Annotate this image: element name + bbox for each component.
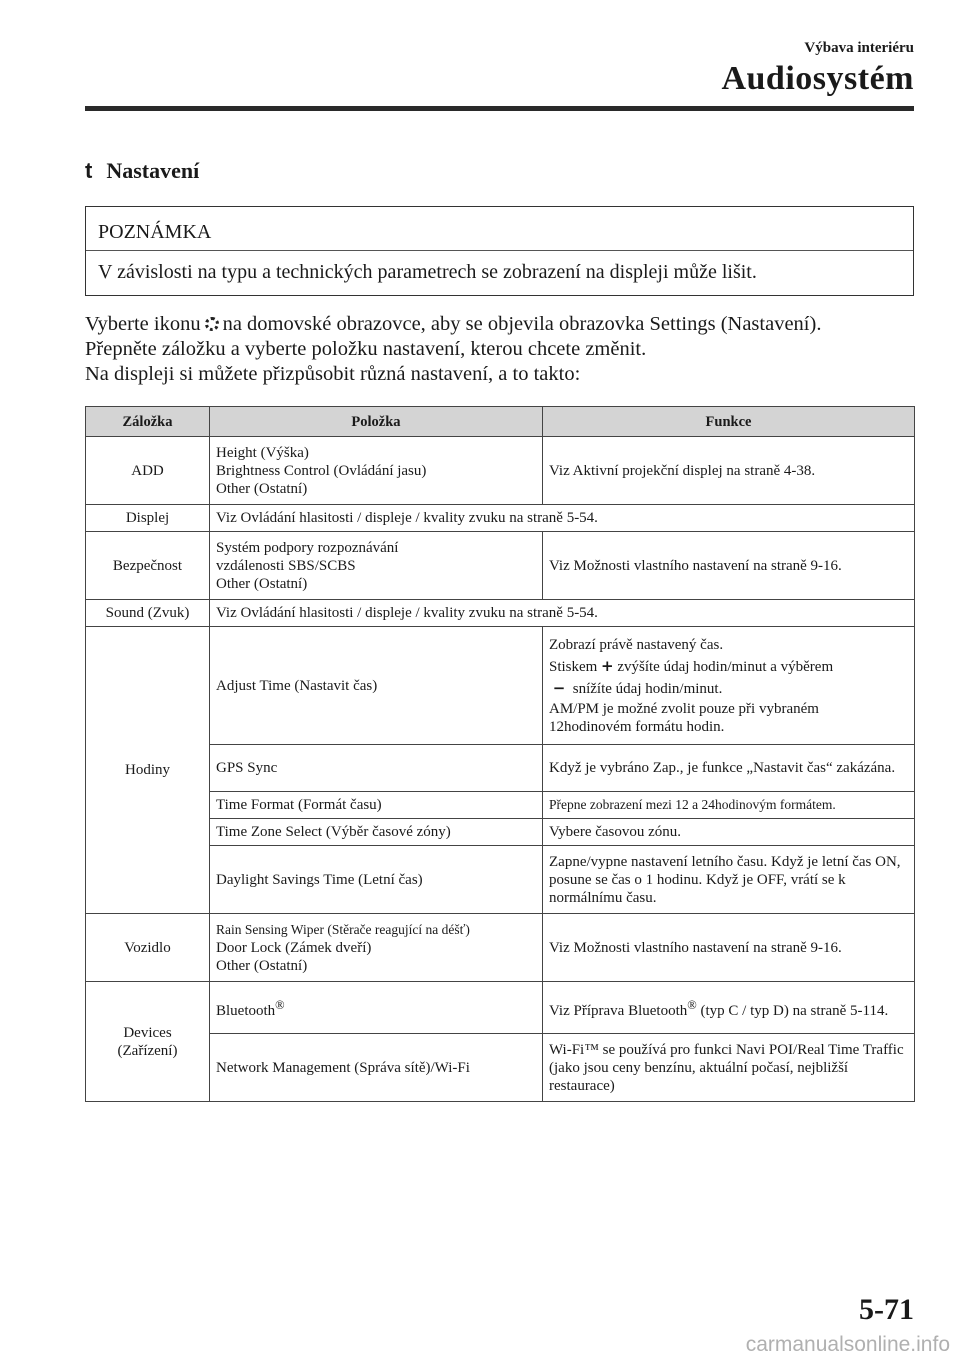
func-line: Zobrazí právě nastavený čas. [549,637,724,653]
intro-line1b: na domovské obrazovce, aby se objevila obrazovka Settings (Nastavení). [222,313,822,335]
func-line [549,678,908,700]
item-text: Bluetooth [216,1002,276,1019]
registered-mark: ® [275,997,285,1012]
table-row-clock-zone [86,819,915,846]
chapter-subtitle: Výbava interiéru [804,40,914,56]
tab-line: (Zařízení) [117,1042,178,1059]
func-line: 12hodinovém formátu hodin. [549,719,725,735]
tab-cell: Vozidlo [86,914,210,982]
function-cell: Viz Možnosti vlastního nastavení na straně 9-16. [543,914,915,982]
item-cell [210,437,543,505]
func-text: zvýšíte údaj hodin/minut a výběrem [617,659,834,675]
func-line [549,656,908,678]
header-rule [85,106,914,111]
item-cell: GPS Sync [210,745,543,792]
item-cell: Daylight Savings Time (Letní čas) [210,846,543,914]
func-text: (typ C / typ D) na straně 5-114. [696,1002,889,1019]
function-cell: Když je vybráno Zap., je funkce „Nastavit čas“ zakázána. [543,745,915,792]
function-cell: Wi-Fi™ se používá pro funkci Navi POI/Real Time Traffic (jako jsou ceny benzínu, aktuální počasí, nejbližší restaurace) [543,1034,915,1102]
col-header-tab: Záložka [86,407,210,437]
table-row-clock-adjust [86,627,915,745]
function-cell: Vybere časovou zónu. [543,819,915,846]
func-line: AM/PM je možné zvolit pouze při vybraném [549,701,819,717]
function-cell: Viz Možnosti vlastního nastavení na straně 9-16. [543,532,915,600]
function-cell: Přepne zobrazení mezi 12 a 24hodinovým formátem. [543,792,915,819]
note-divider [86,250,913,251]
item-cell [210,982,543,1034]
item-cell: Adjust Time (Nastavit čas) [210,627,543,745]
item-cell: Time Zone Select (Výběr časové zóny) [210,819,543,846]
note-body: V závislosti na typu a technických parametrech se zobrazení na displeji může lišit. [98,261,757,283]
item-line: vzdálenosti SBS/SCBS [216,557,356,574]
table-row-vehicle [86,914,915,982]
tab-cell [86,982,210,1102]
function-cell: Viz Aktivní projekční displej na straně 4-38. [543,437,915,505]
table-header-row [86,407,915,437]
func-text: Viz Příprava Bluetooth [549,1002,688,1019]
item-line: Systém podpory rozpoznávání [216,539,399,556]
section-title: Nastavení [106,158,200,183]
intro-line3: Na displeji si můžete přizpůsobit různá nastavení, a to takto: [85,363,581,385]
registered-mark: ® [687,997,697,1012]
chapter-title: Audiosystém [721,60,914,97]
table-row-devices-bt [86,982,915,1034]
watermark: carmanualsonline.info [745,1333,950,1356]
item-line: Other (Ostatní) [216,480,308,497]
function-cell [543,982,915,1034]
table-row-devices-net [86,1034,915,1102]
table-row-safety [86,532,915,600]
item-line: Door Lock (Zámek dveří) [216,939,372,956]
tab-cell: Bezpečnost [86,532,210,600]
func-text: Stiskem [549,659,598,675]
table-row-clock-format [86,792,915,819]
function-cell: Viz Ovládání hlasitosti / displeje / kvality zvuku na straně 5-54. [210,505,915,532]
table-row-sound [86,600,915,627]
item-line: Rain Sensing Wiper (Stěrače reagující na déšť) [216,921,470,937]
note-box [85,206,914,296]
table-row-display [86,505,915,532]
func-text: snížíte údaj hodin/minut. [572,681,723,697]
item-line: Brightness Control (Ovládání jasu) [216,462,427,479]
item-cell [210,532,543,600]
function-cell [543,627,915,745]
item-line: Other (Ostatní) [216,957,308,974]
item-cell: Network Management (Správa sítě)/Wi-Fi [210,1034,543,1102]
intro-line2: Přepněte záložku a vyberte položku nastavení, kterou chcete změnit. [85,338,647,360]
col-header-item: Položka [210,407,543,437]
tab-cell: Displej [86,505,210,532]
settings-gear-icon [205,317,219,331]
function-cell: Viz Ovládání hlasitosti / displeje / kvality zvuku na straně 5-54. [210,600,915,627]
item-cell: Time Format (Formát času) [210,792,543,819]
plus-icon: + [601,657,614,675]
section-bullet: t [85,158,93,183]
tab-cell: Hodiny [86,627,210,914]
minus-icon: − [552,679,566,697]
table-row-add [86,437,915,505]
item-line: Other (Ostatní) [216,575,308,592]
page-number: 5-71 [859,1293,914,1326]
item-cell [210,914,543,982]
table-row-clock-gps [86,745,915,792]
note-title: POZNÁMKA [98,221,212,243]
intro-line1a: Vyberte ikonu [85,313,201,335]
function-cell: Zapne/vypne nastavení letního času. Když je letní čas ON, posune se čas o 1 hodinu. Když je OFF, vrátí se k normálnímu času. [543,846,915,914]
intro-text [85,312,925,387]
settings-table [85,406,915,1102]
table-row-clock-dst [86,846,915,914]
tab-cell: ADD [86,437,210,505]
section-heading [85,158,199,184]
tab-cell: Sound (Zvuk) [86,600,210,627]
tab-line: Devices [123,1024,172,1041]
col-header-function: Funkce [543,407,915,437]
item-line: Height (Výška) [216,444,309,461]
